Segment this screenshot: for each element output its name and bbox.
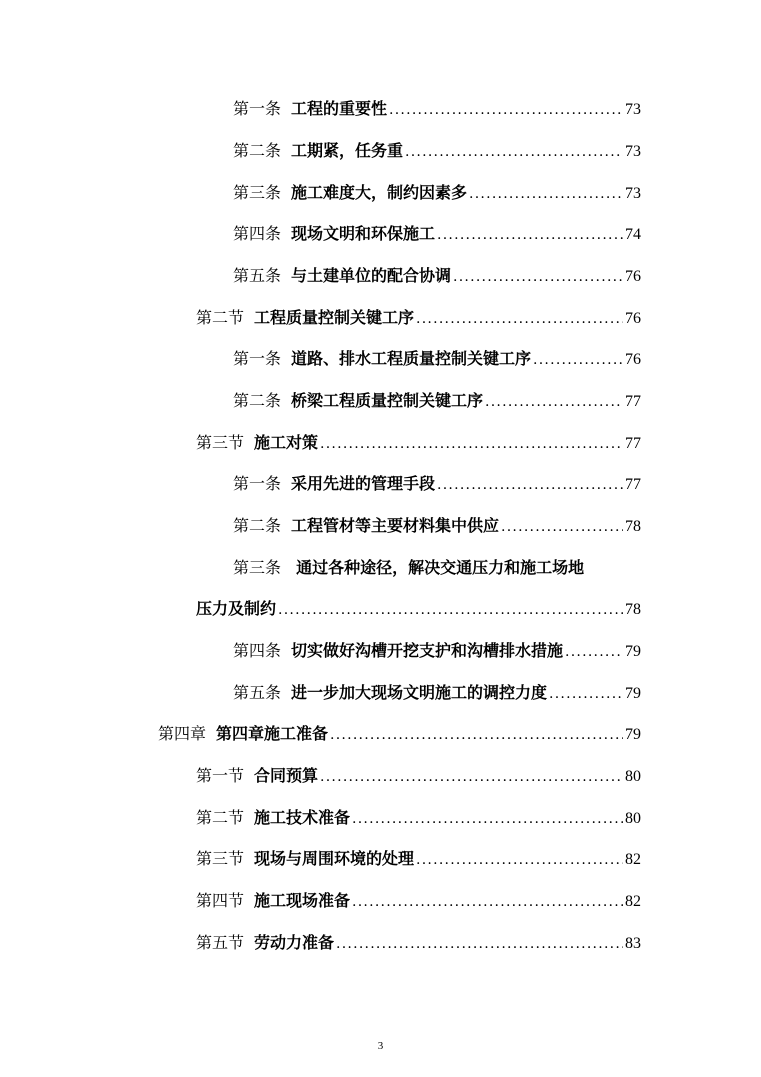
toc-entry-title: 通过各种途径，解决交通压力和施工场地 (296, 558, 585, 577)
toc-entry-label: 第二节 (196, 808, 245, 827)
toc-entry[interactable] (233, 181, 641, 205)
toc-entry-page: 83 (625, 935, 641, 952)
toc-entry-label: 第四节 (196, 891, 245, 910)
toc-entry[interactable] (196, 306, 641, 330)
toc-entry-title: 工程管材等主要材料集中供应 (291, 516, 500, 535)
toc-entry[interactable] (233, 347, 641, 371)
toc-entry-page: 78 (625, 601, 641, 618)
toc-entry-label: 第三节 (196, 433, 245, 452)
toc-entry-page: 77 (625, 435, 641, 452)
dot-leader (469, 181, 623, 206)
toc-entry-title: 道路、排水工程质量控制关键工序 (291, 349, 532, 368)
dot-leader (320, 431, 623, 456)
toc-entry-title: 工程的重要性 (291, 99, 388, 118)
toc-entry-title: 劳动力准备 (254, 933, 335, 952)
toc-entry-title: 施工难度大，制约因素多 (291, 183, 468, 202)
toc-entry-page: 73 (625, 143, 641, 160)
toc-entry-label: 第二条 (233, 391, 282, 410)
dot-leader (352, 889, 623, 914)
dot-leader (416, 847, 623, 872)
toc-entry-page: 79 (625, 685, 641, 702)
dot-leader (437, 222, 623, 247)
toc-entry-title: 工程质量控制关键工序 (254, 308, 415, 327)
toc-entry-page: 77 (625, 393, 641, 410)
toc-entry-title: 现场文明和环保施工 (291, 224, 436, 243)
toc-entry[interactable] (196, 431, 641, 455)
toc-entry-label: 第五条 (233, 266, 282, 285)
toc-entry-title: 第四章施工准备 (216, 724, 329, 743)
toc-entry-title: 与土建单位的配合协调 (291, 266, 452, 285)
toc-entry-label: 第二条 (233, 141, 282, 160)
toc-entry-label: 第一条 (233, 474, 282, 493)
toc-entry-label: 第三节 (196, 849, 245, 868)
toc-entry[interactable] (158, 722, 641, 746)
toc-entry-label: 第四条 (233, 641, 282, 660)
toc-entry-page: 78 (625, 518, 641, 535)
toc-entry[interactable] (233, 514, 641, 538)
toc-entry-label: 第四条 (233, 224, 282, 243)
toc-entry-label: 第五节 (196, 933, 245, 952)
toc-entry-title: 合同预算 (254, 766, 319, 785)
toc-entry-title: 施工对策 (254, 433, 319, 452)
toc-entry-page: 79 (625, 643, 641, 660)
toc-entry-page: 76 (625, 310, 641, 327)
toc-entry[interactable] (233, 681, 641, 705)
dot-leader (501, 514, 623, 539)
toc-entry-page: 76 (625, 268, 641, 285)
dot-leader (320, 764, 623, 789)
toc-entry-title: 压力及制约 (196, 599, 277, 618)
toc-entry-label: 第一条 (233, 349, 282, 368)
dot-leader (330, 722, 623, 747)
toc-entry[interactable] (233, 264, 641, 288)
toc-entry-title: 施工技术准备 (254, 808, 351, 827)
dot-leader (565, 639, 623, 664)
toc-entry-page: 77 (625, 476, 641, 493)
toc-entry-title: 进一步加大现场文明施工的调控力度 (291, 683, 548, 702)
toc-entry-title: 采用先进的管理手段 (291, 474, 436, 493)
toc-entry-label: 第一条 (233, 99, 282, 118)
toc-entry[interactable] (196, 847, 641, 871)
toc-entry[interactable] (233, 222, 641, 246)
toc-entry[interactable] (196, 764, 641, 788)
toc-entry[interactable] (233, 389, 641, 413)
toc-entry-page: 80 (625, 768, 641, 785)
toc-entry-label: 第一节 (196, 766, 245, 785)
dot-leader (485, 389, 623, 414)
toc-entry[interactable] (196, 889, 641, 913)
toc-entry-label: 第三条 (233, 183, 282, 202)
toc-entry-label: 第五条 (233, 683, 282, 702)
toc-entry[interactable] (196, 806, 641, 830)
toc-entry-title: 桥梁工程质量控制关键工序 (291, 391, 484, 410)
toc-entry-label: 第四章 (158, 724, 207, 743)
toc-entry-page: 73 (625, 101, 641, 118)
toc-entry-title: 施工现场准备 (254, 891, 351, 910)
dot-leader (405, 139, 623, 164)
toc-entry-page: 79 (625, 726, 641, 743)
dot-leader (389, 97, 623, 122)
dot-leader (336, 931, 623, 956)
toc-entry[interactable] (233, 639, 641, 663)
toc-entry-title: 切实做好沟槽开挖支护和沟槽排水措施 (291, 641, 564, 660)
dot-leader (437, 472, 623, 497)
page-number: 3 (377, 1040, 384, 1052)
toc-entry-page: 82 (625, 851, 641, 868)
toc-entry-label: 第二节 (196, 308, 245, 327)
dot-leader (533, 347, 623, 372)
toc-entry-label: 第二条 (233, 516, 282, 535)
dot-leader (453, 264, 623, 289)
toc-entry[interactable] (196, 931, 641, 955)
toc-entry[interactable] (233, 472, 641, 496)
toc-entry[interactable] (233, 139, 641, 163)
toc-entry-page: 76 (625, 351, 641, 368)
toc-entry[interactable] (233, 97, 641, 121)
toc-entry-title: 工期紧，任务重 (291, 141, 404, 160)
dot-leader (549, 681, 623, 706)
toc-entry-page: 74 (625, 226, 641, 243)
toc-entry-title: 现场与周围环境的处理 (254, 849, 415, 868)
toc-entry-wrapped-continuation[interactable] (196, 597, 641, 621)
dot-leader (416, 306, 623, 331)
toc-entry-page: 82 (625, 893, 641, 910)
dot-leader (278, 597, 623, 622)
toc-entry-page: 73 (625, 185, 641, 202)
toc-entry-wrapped-first-line[interactable] (233, 556, 641, 580)
toc-entry-page: 80 (625, 810, 641, 827)
dot-leader (352, 806, 623, 831)
toc-entry-label: 第三条 (233, 558, 282, 577)
